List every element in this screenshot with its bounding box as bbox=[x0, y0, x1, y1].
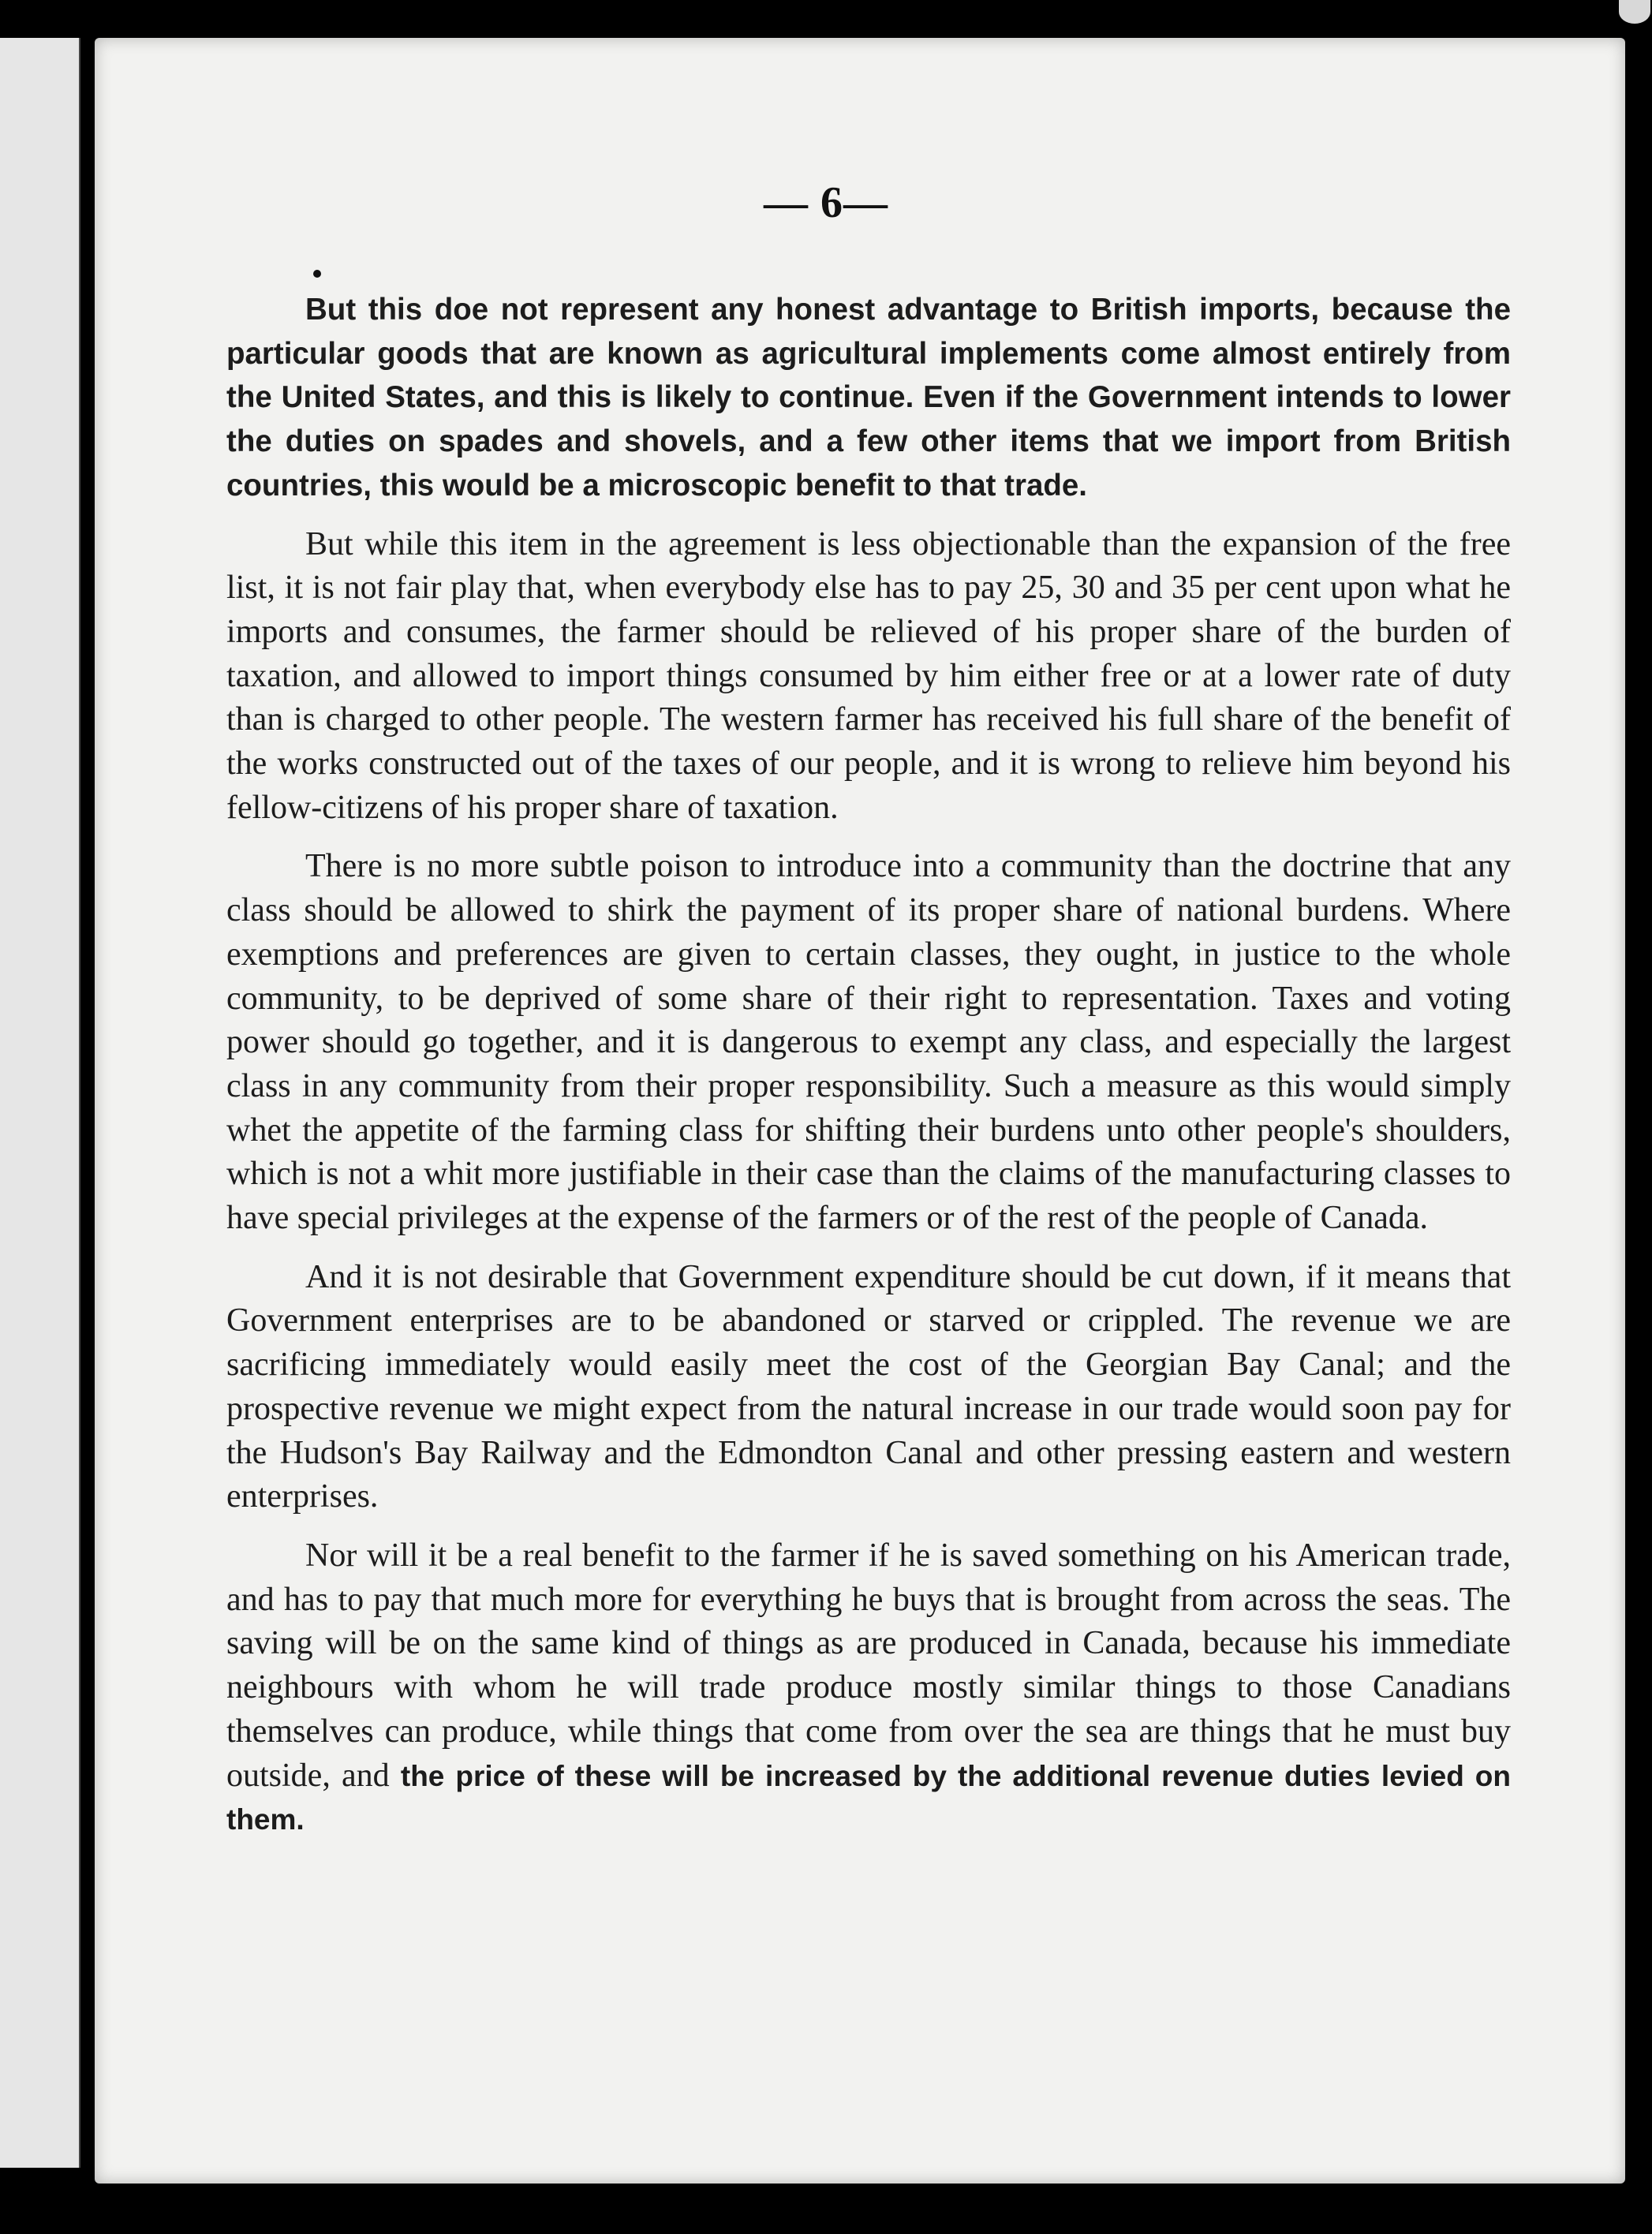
body-text bbox=[226, 288, 1511, 1842]
ink-dot bbox=[313, 270, 321, 278]
paragraph-text: Nor will it be a real benefit to the farmer if he is saved something on his American trade, and has to pay that much more for everything he buys that is brought from across the seas. The saving will be on the same kind of things as are produced in Canada, because his immediate neighbours with whom he will trade produce mostly similar things to those Canadians themselves can produce, while things that come from over the sea are things that he must buy outside, and bbox=[226, 1537, 1511, 1794]
paragraph-last-line: the price of these will be increased by the additional revenue duties levied on them. bbox=[226, 1759, 1512, 1836]
paragraph: But while this item in the agreement is less objectionable than the expansion of the free list, it is not fair play that, when everybody else has to pay 25, 30 and 35 per cent upon what he imports and consumes, the farmer should be relieved of his proper share of the burden of taxation, and allowed to import things consumed by him either free or at a lower rate of duty than is charged to other people. The western farmer has received his full share of the benefit of the works constructed out of the taxes of our people, and it is wrong to relieve him beyond his fellow-citizens of his proper share of taxation. bbox=[226, 525, 1511, 826]
paragraph: There is no more subtle poison to introduce into a community than the doctrine that any class should be allowed to shirk the payment of its proper share of national burdens. Where exemptions and preferences are given to certain classes, they ought, in justice to the whole community, to be deprived of some share of their right to representation. Taxes and voting power should go together, and it is dangerous to exempt any class, and especially the largest class in any community from their proper responsibility. Such a measure as this would simply whet the appetite of the farming class for shifting their burdens unto other people's shoulders, which is not a whit more justifiable in their case than the claims of the manufacturing classes to have special privileges at the expense of the farmers or of the rest of the people of Canada. bbox=[226, 848, 1511, 1237]
page-number: — 6— bbox=[764, 178, 888, 227]
paragraph bbox=[226, 1534, 1511, 1842]
corner-mark bbox=[1619, 0, 1650, 24]
paragraph: And it is not desirable that Government expenditure should be cut down, if it means that Government enterprises are to be abandoned or starved or crippled. The revenue we are sacrificing immediately would easily meet the cost of the Georgian Bay Canal; and the prospective revenue we might expect from the natural increase in our trade would soon pay for the Hudson's Bay Railway and the Edmondton Canal and other pressing eastern and western enterprises. bbox=[226, 1258, 1511, 1515]
adjacent-page-edge bbox=[0, 38, 80, 2168]
paragraph: But this doe not represent any honest advantage to British imports, because the particular goods that are known as agricultural implements come almost entirely from the United States, and this is likely to continue. Even if the Government intends to lower the duties on spades and shovels, and a few other items that we import from British countries, this would be a microscopic benefit to that trade. bbox=[226, 293, 1511, 502]
